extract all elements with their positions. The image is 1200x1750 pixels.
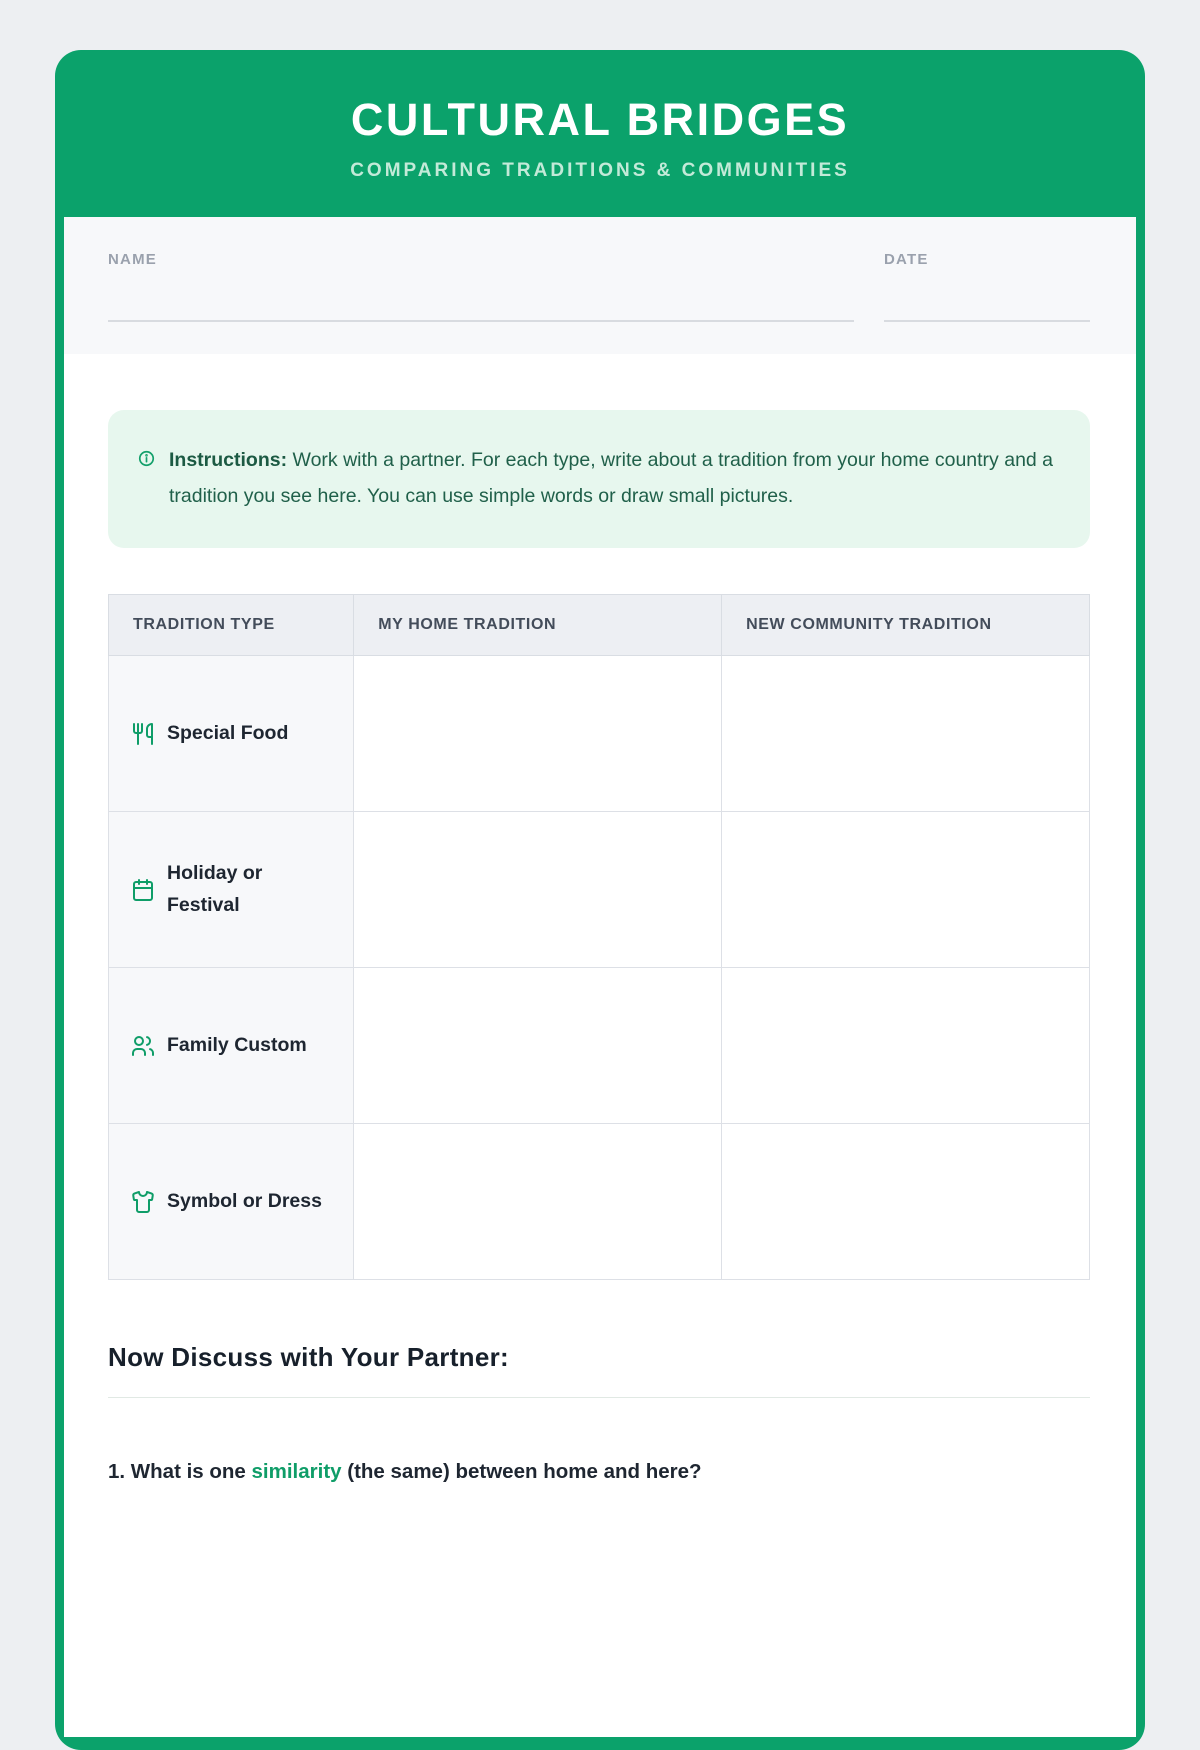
date-field-group <box>884 251 1090 354</box>
instructions-body: Work with a partner. For each type, write about a tradition from your home country and a tradition you see here. You can use simple words or draw small pictures. <box>169 449 1054 508</box>
community-tradition-cell[interactable] <box>722 812 1090 968</box>
traditions-table <box>108 594 1090 1280</box>
name-date-section <box>64 217 1136 354</box>
page-title: CULTURAL BRIDGES <box>350 93 850 145</box>
family-icon <box>131 1034 155 1058</box>
utensils-icon <box>131 722 155 746</box>
discussion-question-1 <box>108 1460 1090 1484</box>
shirt-icon <box>131 1190 155 1214</box>
row-label: Holiday or Festival <box>167 862 263 916</box>
question-suffix: (the same) between home and here? <box>341 1460 702 1484</box>
header-home-tradition: MY HOME TRADITION <box>354 595 722 656</box>
community-tradition-cell[interactable] <box>722 968 1090 1124</box>
date-input-line[interactable] <box>884 320 1090 322</box>
table-row-symbol-dress <box>109 1124 1090 1280</box>
home-tradition-cell[interactable] <box>354 1124 722 1280</box>
home-tradition-cell[interactable] <box>354 656 722 812</box>
worksheet-card <box>55 50 1145 1750</box>
question-highlight: similarity <box>251 1460 342 1484</box>
table-row-holiday-festival <box>109 812 1090 968</box>
name-input-line[interactable] <box>108 320 854 322</box>
calendar-icon <box>131 878 155 902</box>
page-subtitle: COMPARING TRADITIONS & COMMUNITIES <box>350 159 850 181</box>
name-field-group <box>108 251 854 354</box>
instructions-label: Instructions: <box>169 449 288 471</box>
discussion-heading: Now Discuss with Your Partner: <box>108 1342 510 1373</box>
table-row-family-custom <box>109 968 1090 1124</box>
section-divider <box>108 1397 1090 1398</box>
table-header-row <box>109 595 1090 656</box>
home-tradition-cell[interactable] <box>354 968 722 1124</box>
community-tradition-cell[interactable] <box>722 656 1090 812</box>
header-community-tradition: NEW COMMUNITY TRADITION <box>722 595 1090 656</box>
community-tradition-cell[interactable] <box>722 1124 1090 1280</box>
type-cell <box>109 1124 354 1280</box>
question-prefix: 1. What is one <box>108 1460 252 1484</box>
row-label: Special Food <box>167 722 289 745</box>
header-tradition-type: TRADITION TYPE <box>109 595 354 656</box>
name-label: NAME <box>108 251 157 268</box>
instructions-box <box>108 410 1090 548</box>
date-label: DATE <box>884 251 929 268</box>
main-content <box>64 410 1136 1484</box>
row-label: Symbol or Dress <box>167 1190 322 1213</box>
type-cell <box>109 812 354 968</box>
row-label: Family Custom <box>167 1034 307 1057</box>
type-cell <box>109 968 354 1124</box>
table-row-special-food <box>109 656 1090 812</box>
type-cell <box>109 656 354 812</box>
home-tradition-cell[interactable] <box>354 812 722 968</box>
worksheet-body <box>64 217 1136 1737</box>
instructions-text <box>169 442 1054 514</box>
worksheet-header <box>64 50 1136 217</box>
info-icon <box>138 450 155 467</box>
